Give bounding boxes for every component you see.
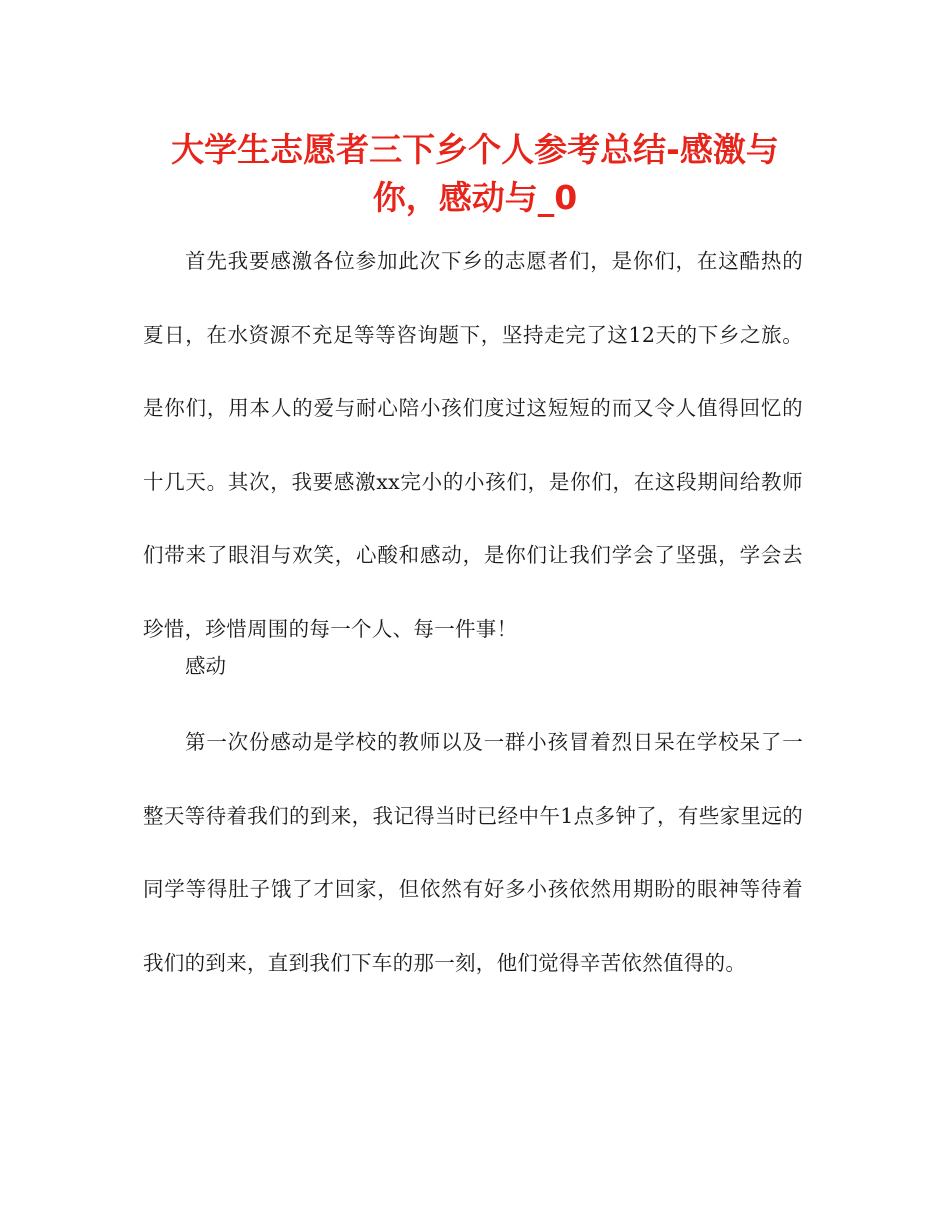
section-heading: 感动: [185, 654, 226, 678]
document-title: 大学生志愿者三下乡个人参考总结-感激与你，感动与_0: [171, 130, 779, 217]
paragraph-gratitude: 首先我要感激各位参加此次下乡的志愿者们，是你们，在这酷热的夏日，在水资源不充足等等咨询题下，坚持走完了这12天的下乡之旅。是你们，用本人的爱与耐心陪小孩们度过这短短的而又令人值得回忆的十几天。其次，我要感激xx完小的小孩们，是你们，在这段期间给教师们带来了眼泪与欢笑，心酸和感动，是你们让我们学会了坚强，学会去珍惜，珍惜周围的每一个人、每一件事！: [143, 249, 803, 641]
paragraph-first-moving-moment: 第一次份感动是学校的教师以及一群小孩冒着烈日呆在学校呆了一整天等待着我们的到来，我记得当时已经中午1点多钟了，有些家里远的同学等得肚子饿了才回家，但依然有好多小孩依然用期盼的眼神等待着我们的到来，直到我们下车的那一刻，他们觉得辛苦依然值得的。: [143, 730, 803, 975]
